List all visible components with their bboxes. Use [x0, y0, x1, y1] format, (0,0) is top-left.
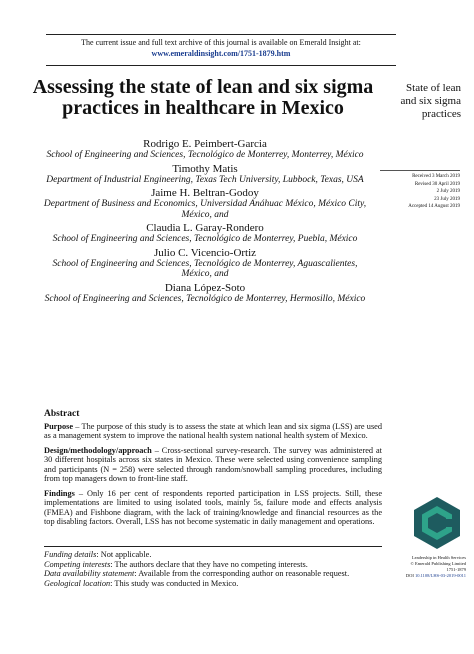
doi-link[interactable]: 10.1108/LHS-03-2019-0011: [414, 573, 466, 578]
author-affiliation: Department of Industrial Engineering, Texas Tech University, Lubbock, Texas, USA: [46, 174, 364, 185]
footnotes: [44, 546, 382, 588]
received-dates: [380, 170, 460, 211]
doi-line: [384, 573, 466, 579]
date-revised-3: 23 July 2019: [434, 196, 460, 202]
author-name: Jaime H. Beltran-Godoy: [151, 187, 259, 199]
footnote-competing: [44, 560, 382, 570]
footnote-data: [44, 569, 382, 579]
footnote-text: : This study was conducted in Mexico.: [110, 578, 239, 588]
journal-notice: [46, 34, 396, 66]
emerald-logo-icon: [410, 496, 464, 550]
author-block: [40, 282, 370, 305]
section-text: – Only 16 per cent of respondents reported participation in LSS projects. Still, these implementations are limited to using isolated tools, mainly 5s, failure mode and effects analysis (FMEA) and Fishbone diagram, with the lack of training/knowledge and financial resources as the top disabling factors. Overall, LSS has not become systematic in daily management and operations.: [44, 488, 382, 526]
notice-text: The current issue and full text archive of this journal is available on Emerald Insight at:: [81, 38, 361, 47]
author-affiliation: School of Engineering and Sciences, Tecnológico de Monterrey, Puebla, México: [52, 234, 358, 244]
date-accepted: Accepted 14 August 2019: [408, 204, 460, 209]
abstract-purpose: [44, 422, 382, 441]
footnote-funding: [44, 550, 382, 560]
author-affiliation: Department of Business and Economics, Universidad Anáhuac México, México City, México, and: [43, 199, 367, 220]
publisher: © Emerald Publishing Limited: [410, 561, 466, 566]
date-revised-2: 2 July 2019: [436, 189, 460, 194]
author-affiliation: School of Engineering and Sciences, Tecnológico de Monterrey, Monterrey, México: [46, 150, 364, 160]
running-title: State of lean and six sigma practices: [400, 82, 461, 120]
doi-prefix: DOI: [405, 573, 415, 578]
author-block: [40, 247, 370, 280]
author-block: [40, 222, 370, 245]
footnote-label: Data availability statement: [44, 569, 135, 578]
abstract-design: [44, 446, 382, 484]
date-revised: Revised 30 April 2019: [414, 181, 460, 187]
section-text: – The purpose of this study is to assess the state at which lean and six sigma (LSS) are used as a management system to improve the national health system national health system of Mexico.: [44, 421, 382, 440]
date-received: Received 3 March 2019: [412, 174, 460, 179]
author-affiliation: School of Engineering and Sciences, Tecnológico de Monterrey, Hermosillo, México: [44, 293, 366, 304]
footnote-label: Competing interests: [44, 559, 111, 569]
section-text: – Cross-sectional survey-research. The survey was administered at 30 different hospitals across six states in Mexico. These were selected using convenience sampling and participants (N = 258) were selected through random/snowball sampling procedures, including from top managers down to front-line staff.: [44, 445, 382, 483]
author-block: [40, 163, 370, 186]
footnote-location: [44, 579, 382, 589]
footnote-text: : The authors declare that they have no competing interests.: [110, 559, 308, 569]
author-name: Timothy Matis: [172, 162, 238, 175]
journal-name: Leadership in Health Services: [411, 555, 466, 560]
author-name: Diana López-Soto: [164, 281, 246, 294]
footnote-label: Geological location: [44, 578, 111, 588]
author-name: Rodrigo E. Peimbert-Garcia: [143, 138, 267, 150]
abstract-heading: Abstract: [44, 409, 80, 419]
footnote-text: : Not applicable.: [96, 550, 152, 559]
section-label: Findings: [44, 488, 75, 498]
journal-url-link[interactable]: www.emeraldinsight.com/1751-1879.htm: [151, 49, 291, 58]
author-block: [40, 138, 370, 161]
author-name: Julio C. Vicencio-Ortiz: [153, 246, 257, 259]
journal-info: [384, 555, 466, 579]
footnote-label: Funding details: [44, 550, 97, 559]
author-name: Claudia L. Garay-Rondero: [146, 222, 264, 234]
author-affiliation: School of Engineering and Sciences, Tecnológico de Monterrey, Aguascalientes, México, and: [52, 258, 358, 279]
footnote-text: : Available from the corresponding author on reasonable request.: [134, 569, 350, 578]
abstract-findings: [44, 489, 382, 527]
abstract: [44, 410, 382, 532]
section-label: Purpose: [44, 421, 74, 431]
issn: 1751-1879: [446, 567, 466, 572]
author-block: [40, 187, 370, 220]
article-title: Assessing the state of lean and six sigma practices in healthcare in Mexico: [32, 76, 374, 119]
author-list: [40, 136, 370, 304]
section-label: Design/methodology/approach: [44, 445, 152, 455]
